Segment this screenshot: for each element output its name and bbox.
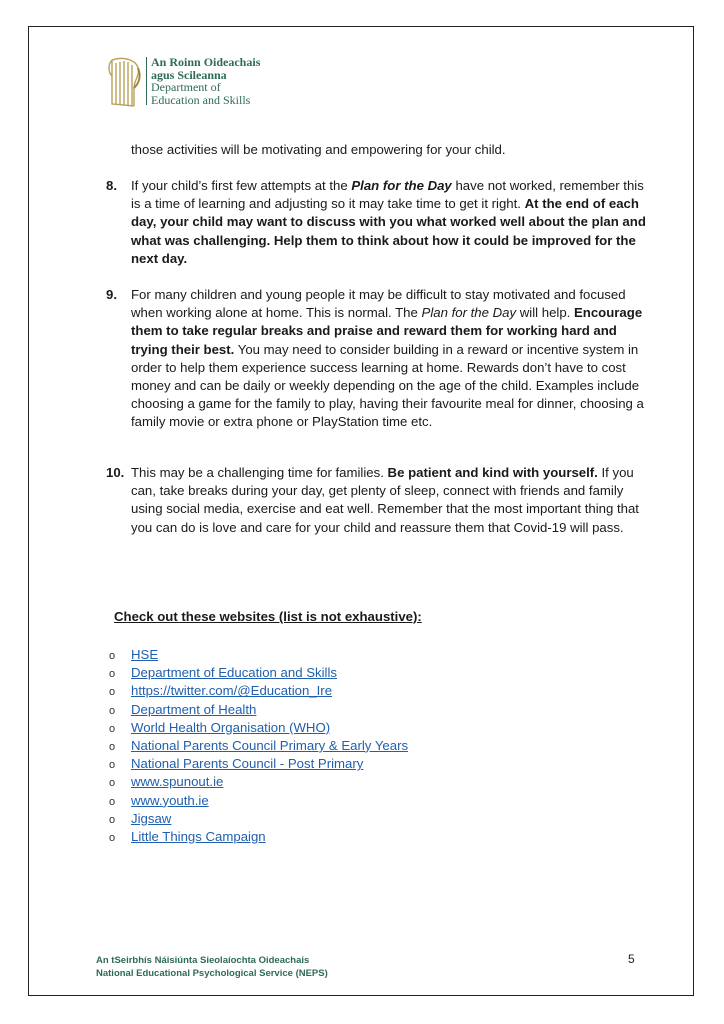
item-number: 10. bbox=[106, 465, 125, 480]
link-youth[interactable]: www.youth.ie bbox=[131, 792, 209, 808]
list-item bbox=[109, 664, 408, 682]
footer-line-english: National Educational Psychological Service (NEPS) bbox=[96, 967, 328, 979]
dept-line-english-2: Education and Skills bbox=[151, 92, 251, 107]
text-run: If your child’s first few attempts at the bbox=[131, 178, 352, 193]
page-number: 5 bbox=[628, 952, 635, 966]
bullet: o bbox=[109, 722, 116, 735]
dept-line-english-1: Department of bbox=[151, 80, 221, 94]
item-text bbox=[131, 464, 654, 537]
text-run: have not worked, remember this is a time of learning and adjusting so it may take time to get it right. bbox=[131, 178, 644, 212]
bullet: o bbox=[109, 813, 116, 826]
websites-list bbox=[109, 646, 408, 846]
harp-icon bbox=[104, 54, 144, 112]
plan-title: Plan for the Day bbox=[351, 178, 452, 193]
text-run: For many children and young people it may be difficult to stay motivated and focused when working alone at home. This is normal. The bbox=[131, 287, 626, 321]
list-item bbox=[109, 792, 408, 810]
text-run: This may be a challenging time for families. bbox=[131, 465, 388, 480]
link-npc-post-primary[interactable]: National Parents Council - Post Primary bbox=[131, 756, 364, 772]
list-item bbox=[109, 773, 408, 791]
link-spunout[interactable]: www.spunout.ie bbox=[131, 774, 224, 790]
text-run: will help. bbox=[516, 305, 574, 321]
list-item bbox=[109, 828, 408, 846]
item-text bbox=[131, 286, 654, 432]
link-hse[interactable]: HSE bbox=[131, 647, 159, 662]
bold-text-run: Encourage them to take regular breaks and praise and reward them for working hard and trying their best. bbox=[131, 305, 643, 357]
header-divider bbox=[146, 57, 147, 105]
bullet: o bbox=[109, 795, 116, 808]
list-item-10 bbox=[106, 464, 654, 537]
dept-line-irish-2: agus Scileanna bbox=[151, 67, 227, 82]
link-npc-primary[interactable]: National Parents Council Primary & Early Years bbox=[131, 737, 409, 753]
link-little-things[interactable]: Little Things Campaign bbox=[131, 828, 266, 844]
list-item-8 bbox=[106, 177, 654, 268]
item-number: 9. bbox=[106, 287, 117, 302]
dept-line-irish-1: An Roinn Oideachais bbox=[151, 55, 261, 69]
plan-title: Plan for the Day bbox=[421, 305, 517, 321]
list-item bbox=[109, 755, 408, 773]
item-text bbox=[131, 177, 654, 268]
bullet: o bbox=[109, 650, 116, 662]
bullet: o bbox=[109, 831, 116, 844]
link-jigsaw[interactable]: Jigsaw bbox=[131, 810, 172, 826]
bold-text-run: Be patient and kind with yourself. bbox=[387, 465, 598, 480]
link-department-of-health[interactable]: Department of Health bbox=[131, 701, 257, 717]
websites-heading: Check out these websites (list is not exhaustive): bbox=[114, 609, 422, 624]
footer-line-irish: An tSeirbhís Náisiúnta Sieolaíochta Oideachais bbox=[96, 955, 310, 966]
bullet: o bbox=[109, 704, 116, 717]
footer bbox=[96, 955, 328, 980]
list-item bbox=[109, 646, 408, 664]
bullet: o bbox=[109, 759, 116, 772]
link-department-of-education[interactable]: Department of Education and Skills bbox=[131, 665, 337, 681]
list-item bbox=[109, 719, 408, 737]
text-run: You may need to consider building in a reward or incentive system in order to help them experience success learning at home. Rewards don’t have to cost money and can be daily or weekly depending on the age of the child. Examples include choosing a game for the family to play, having their favourite meal for dinner, choosing a family movie or extra phone or PlayStation time etc. bbox=[131, 341, 644, 430]
department-name bbox=[151, 56, 260, 106]
link-who[interactable]: World Health Organisation (WHO) bbox=[131, 719, 331, 735]
list-item bbox=[109, 737, 408, 755]
lead-paragraph: those activities will be motivating and empowering for your child. bbox=[131, 142, 506, 157]
list-item bbox=[109, 810, 408, 828]
list-item bbox=[109, 682, 408, 700]
text-run: If you can, take breaks during your day, get plenty of sleep, connect with friends and family using social media, exercise and eat well. Remember that the most important thing that you can do is love and care for your child and reassure them that Covid-19 will pass. bbox=[131, 465, 639, 535]
bullet: o bbox=[109, 668, 116, 681]
bold-text-run: At the end of each day, your child may want to discuss with you what worked well about the plan and what was challenging. Help them to think about how it could be improved for the next day. bbox=[131, 196, 646, 266]
bullet: o bbox=[109, 740, 116, 753]
link-twitter-education[interactable]: https://twitter.com/@Education_Ire bbox=[131, 683, 333, 699]
bullet: o bbox=[109, 686, 116, 699]
item-number: 8. bbox=[106, 178, 117, 193]
bullet: o bbox=[109, 777, 116, 790]
list-item-9 bbox=[106, 286, 654, 432]
list-item bbox=[109, 701, 408, 719]
